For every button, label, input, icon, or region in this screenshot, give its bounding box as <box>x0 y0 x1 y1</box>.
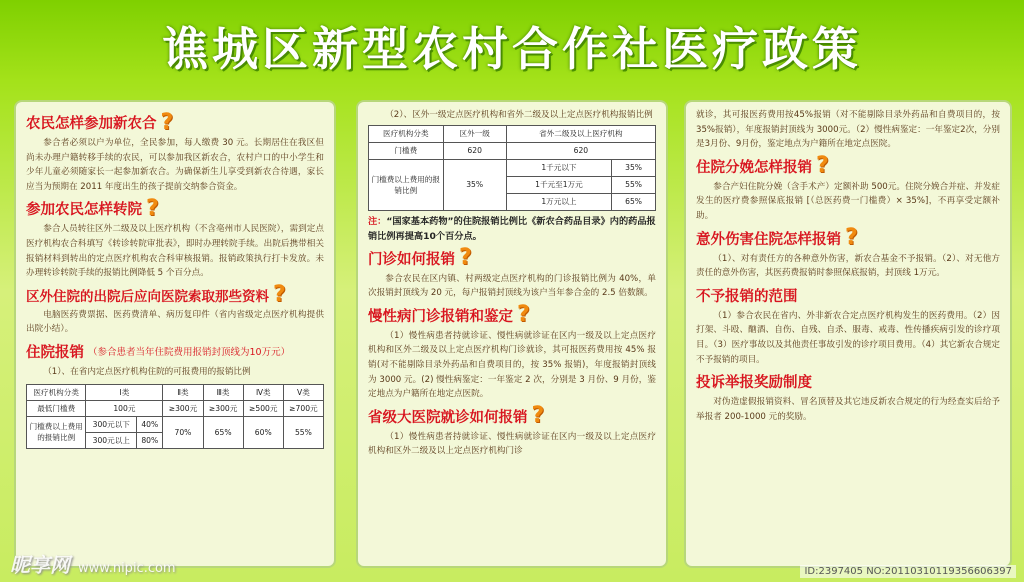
table-cell: ≥700元 <box>283 400 323 416</box>
table-cell: 门槛费 <box>369 142 444 159</box>
table-row <box>369 125 656 142</box>
table-header-cell: Ⅰ类 <box>86 384 163 400</box>
section-title-text: 慢性病门诊报销和鉴定 <box>368 308 513 325</box>
watermark-url: www.nipic.com <box>78 561 176 576</box>
table-cell: 55% <box>612 176 656 193</box>
table-cell: 最低门槛费 <box>27 400 86 416</box>
table-header-cell: 区外一级 <box>443 125 506 142</box>
watermark-text: 昵享网 <box>10 553 70 577</box>
section-title-text: 参加农民怎样转院 <box>26 202 142 219</box>
section-body: （1）、对有责任方的各种意外伤害，新农合基金不予报销。（2）、对无他方责任的意外伤害，其医药费报销时参照保底报销，封顶线 1万元。 <box>696 253 1000 279</box>
section-title-text: 农民怎样参加新农合 <box>26 116 157 132</box>
table-header-cell: 医疗机构分类 <box>27 384 86 400</box>
question-mark-icon: ? <box>517 302 530 328</box>
question-mark-icon: ? <box>273 281 286 307</box>
section-title-text: 意外伤害住院怎样报销 <box>696 231 841 248</box>
table-cell: 60% <box>243 416 283 448</box>
reimbursement-table-in-province <box>26 384 324 449</box>
image-id-label: ID:2397405 NO:20110310119356606397 <box>800 565 1016 578</box>
section-title-text: 不予报销的范围 <box>696 288 798 305</box>
section-title <box>368 302 656 328</box>
page-header <box>0 0 1024 92</box>
section-title <box>26 109 324 135</box>
section-body: （1）慢性病患者持就诊证、慢性病就诊证在区内一级及以上定点医疗机构和区外二级及以上定点医疗机构门诊就诊，其可报医药费用按 45% 报销(对不能剔除目录外药品和自费项目的，按 35% 报销)，年度报销封顶线为 3000 元。(2) 慢性病鉴定：一年鉴定 2 次，分别是 3 月份、9 月份，鉴定地点为户籍所在地定点医院。 <box>368 330 656 400</box>
reimbursement-table-out-of-province <box>368 125 656 211</box>
table-cell: 620 <box>443 142 506 159</box>
section-title-text: 投诉举报奖励制度 <box>696 375 812 392</box>
policy-note <box>368 214 656 244</box>
table-cell: 100元 <box>86 400 163 416</box>
table-cell: 35% <box>612 159 656 176</box>
table-cell: 55% <box>283 416 323 448</box>
table-cell: 65% <box>203 416 243 448</box>
column-left <box>14 100 336 568</box>
section-body: 对伪造虚假报销资料、冒名顶替及其它违反新农合规定的行为经查实后给予举报者 200-1000 元的奖励。 <box>696 397 1000 422</box>
section-body: 参合人员转往区外二级及以上医疗机构（不含亳州市人民医院），需到定点医疗机构农合科填写《转诊转院审批表》，即时办理转院手续。出院后携带相关报销材料到转出的定点医疗机构农合科审核报销。报销政策执行打卡发放。未办理转诊转院手续的报销比例降低 5 个百分点。 <box>26 224 324 279</box>
table-row <box>27 416 324 432</box>
table-header-cell: Ⅴ类 <box>283 384 323 400</box>
table-row <box>369 142 656 159</box>
question-mark-icon: ? <box>146 195 159 221</box>
section-title <box>368 245 656 271</box>
question-mark-icon: ? <box>160 109 174 135</box>
table-cell: 1万元以上 <box>506 193 611 210</box>
section-body: （1）、在省内定点医疗机构住院的可报费用的报销比例 <box>43 366 251 377</box>
table-cell: ≥300元 <box>203 400 243 416</box>
section-title-text: 省级大医院就诊如何报销 <box>368 409 528 426</box>
table-cell: ≥300元 <box>163 400 203 416</box>
section-body: （1）慢性病患者持就诊证、慢性病就诊证在区内一级及以上定点医疗机构和区外二级及以上定点医疗机构门诊 <box>368 431 656 457</box>
section-title <box>696 371 1000 392</box>
question-mark-icon: ? <box>816 153 829 179</box>
table-header-cell: 医疗机构分类 <box>369 125 444 142</box>
section-body: （1）参合农民在省内、外非新农合定点医疗机构发生的医药费用。（2）因打架、斗殴、酗酒、自伤、自残、自杀、服毒、戒毒、性传播疾病引发的诊疗项目。（3）医疗事故以及其他责任事故引发的诊疗项目费用。（4）其它新农合规定不予报销的项目。 <box>696 310 1000 365</box>
table-cell: 门槛费以上费用的报销比例 <box>369 159 444 210</box>
section-title-text: 门诊如何报销 <box>368 251 455 268</box>
table-row <box>27 384 324 400</box>
section-subtitle: （参合患者当年住院费用报销封顶线为10万元） <box>88 347 291 359</box>
table-cell: 1千元至1万元 <box>506 176 611 193</box>
note-prefix: 注： <box>368 215 387 227</box>
section-body: 参合产妇住院分娩（含手术产）定额补助 500元。住院分娩合并症、并发症发生的医疗费参照保底报销 [（总医药费一门槛费）× 35%]，不再享受定额补助。 <box>696 181 1000 221</box>
table-cell: 35% <box>443 159 506 210</box>
watermark-logo <box>10 549 176 578</box>
table-header-cell: 省外二级及以上医疗机构 <box>506 125 655 142</box>
section-title <box>696 225 1000 251</box>
section-body: 参合农民在区内镇、村两级定点医疗机构的门诊报销比例为 40%，单次报销封顶线为 20 元，每户报销封顶线为该户当年参合金的 2.5 倍数额。 <box>368 273 656 299</box>
table-cell: 65% <box>612 193 656 210</box>
table-cell: 1千元以下 <box>506 159 611 176</box>
table-cell: 门槛费以上费用的报销比例 <box>27 416 86 448</box>
section-title <box>696 153 1000 179</box>
table-cell: 300元以上 <box>86 432 137 448</box>
section-title <box>26 341 324 362</box>
section-title-text: 住院报销 <box>26 344 84 361</box>
table-row <box>27 400 324 416</box>
section-title <box>26 195 324 221</box>
table-cell: 80% <box>137 432 163 448</box>
table-cell: 300元以下 <box>86 416 137 432</box>
section-body: 参合者必须以户为单位，全民参加，每人缴费 30 元。长期居住在我区但尚未办理户籍转移手续的农民，可以参加我区新农合，农村户口的中小学生和少年儿童必须随家长一起参加新农合。为确保新生儿享受到新农合待遇，家长应当为预期在 2011 年度出生的孩子提前交纳参合资金。 <box>26 138 324 192</box>
table-cell: 40% <box>137 416 163 432</box>
page-title: 谯城区新型农村合作社医疗政策 <box>162 22 862 76</box>
section-body: （2）、区外一级定点医疗机构和省外二级及以上定点医疗机构报销比例 <box>385 110 653 120</box>
section-title <box>696 285 1000 306</box>
question-mark-icon: ? <box>845 225 858 251</box>
section-title-text: 住院分娩怎样报销 <box>696 159 812 176</box>
table-cell: 70% <box>163 416 203 448</box>
section-title-text: 区外住院的出院后应向医院索取那些资料 <box>26 288 269 305</box>
table-header-cell: Ⅱ类 <box>163 384 203 400</box>
question-mark-icon: ? <box>459 245 472 271</box>
question-mark-icon: ? <box>531 403 545 429</box>
column-right <box>684 100 1012 568</box>
section-body: 就诊，其可报医药费用按45%报销（对不能剔除目录外药品和自费项目的，按35%报销），年度报销封顶线为 3000元。（2）慢性病鉴定：一年鉴定2次，分别是3月份、9月份，鉴定地点为户籍所在地定点医院。 <box>696 110 1000 150</box>
section-body: 电脑医药费票据、医药费清单、病历复印件（省内省级定点医疗机构提供出院小结）。 <box>26 309 324 335</box>
table-header-cell: Ⅲ类 <box>203 384 243 400</box>
column-middle <box>356 100 668 568</box>
section-title <box>26 281 324 307</box>
note-body: “国家基本药物”的住院报销比例比《新农合药品目录》内的药品报销比例再提高10个百分点。 <box>368 215 656 242</box>
table-cell: ≥500元 <box>243 400 283 416</box>
section-title <box>368 403 656 429</box>
table-row <box>369 159 656 176</box>
table-header-cell: Ⅳ类 <box>243 384 283 400</box>
table-cell: 620 <box>506 142 655 159</box>
